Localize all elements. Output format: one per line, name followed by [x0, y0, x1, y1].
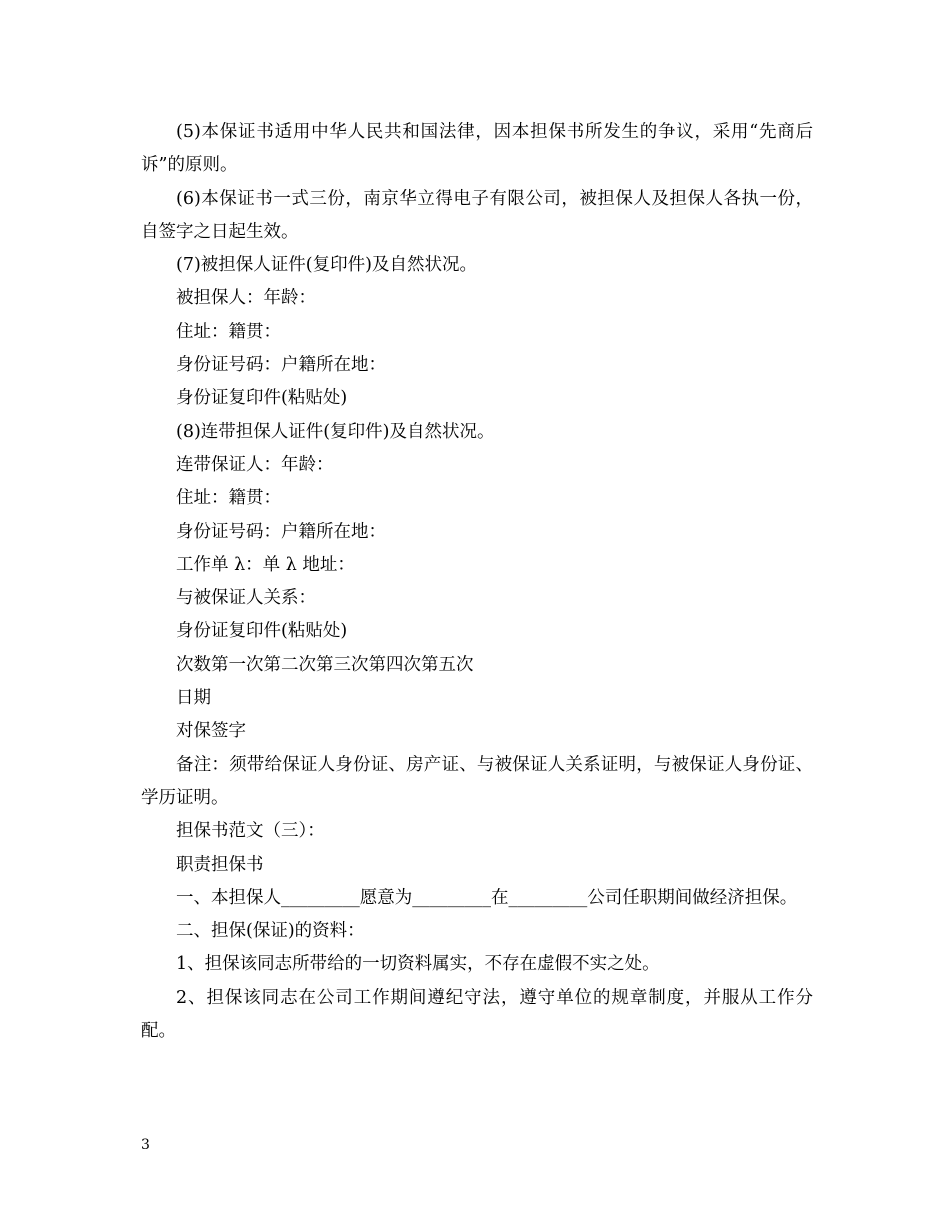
field-verify-signature: 对保签字 [176, 721, 246, 742]
field-id-copy-paste-2: 身份证复印件(粘贴处) [176, 621, 348, 642]
paragraph-clause-8: (8)连带担保人证件(复印件)及自然状况。 [176, 421, 495, 442]
paragraph-subitem-2: 2、担保该同志在公司工作期间遵纪守法，遵守单位的规章制度，并服从工作分配。 [141, 987, 813, 1042]
paragraph-item-2: 二、担保(保证)的资料： [176, 921, 365, 942]
paragraph-clause-6: (6)本保证书一式三份，南京华立得电子有限公司，被担保人及担保人各执一份，自签字之日起生效。 [141, 188, 813, 242]
paragraph-subitem-1: 1、担保该同志所带给的一切资料属实，不存在虚假不实之处。 [176, 954, 660, 975]
paragraph-item-1: 一、本担保人_________愿意为_________在_________公司任职期间做经济担保。 [176, 887, 798, 908]
section-heading-sample-3: 担保书范文（三）： [176, 821, 325, 842]
field-guaranteed-person-age: 被担保人：年龄： [176, 288, 316, 309]
field-relationship: 与被保证人关系： [176, 588, 316, 609]
field-date: 日期 [176, 688, 211, 709]
paragraph-remarks: 备注：须带给保证人身份证、房产证、与被保证人关系证明，与被保证人身份证、学历证明。 [141, 754, 813, 808]
field-joint-guarantor-age: 连带保证人：年龄： [176, 454, 334, 475]
paragraph-clause-5: (5)本保证书适用中华人民共和国法律，因本担保书所发生的争议，采用“先商后诉”的原则。 [141, 122, 813, 176]
field-address-native-place-2: 住址：籍贯： [176, 488, 281, 509]
field-id-number-household: 身份证号码：户籍所在地： [176, 355, 386, 376]
page-number: 3 [141, 1137, 150, 1153]
document-body [141, 116, 813, 1048]
field-id-number-household-2: 身份证号码：户籍所在地： [176, 521, 386, 542]
field-id-copy-paste: 身份证复印件(粘贴处) [176, 388, 348, 409]
document-title: 职责担保书 [176, 854, 264, 875]
field-times-row: 次数第一次第二次第三次第四次第五次 [176, 654, 474, 675]
paragraph-clause-7: (7)被担保人证件(复印件)及自然状况。 [176, 255, 477, 276]
field-address-native-place: 住址：籍贯： [176, 321, 281, 342]
field-work-unit-address: 工作单 λ：单 λ 地址： [176, 554, 355, 575]
